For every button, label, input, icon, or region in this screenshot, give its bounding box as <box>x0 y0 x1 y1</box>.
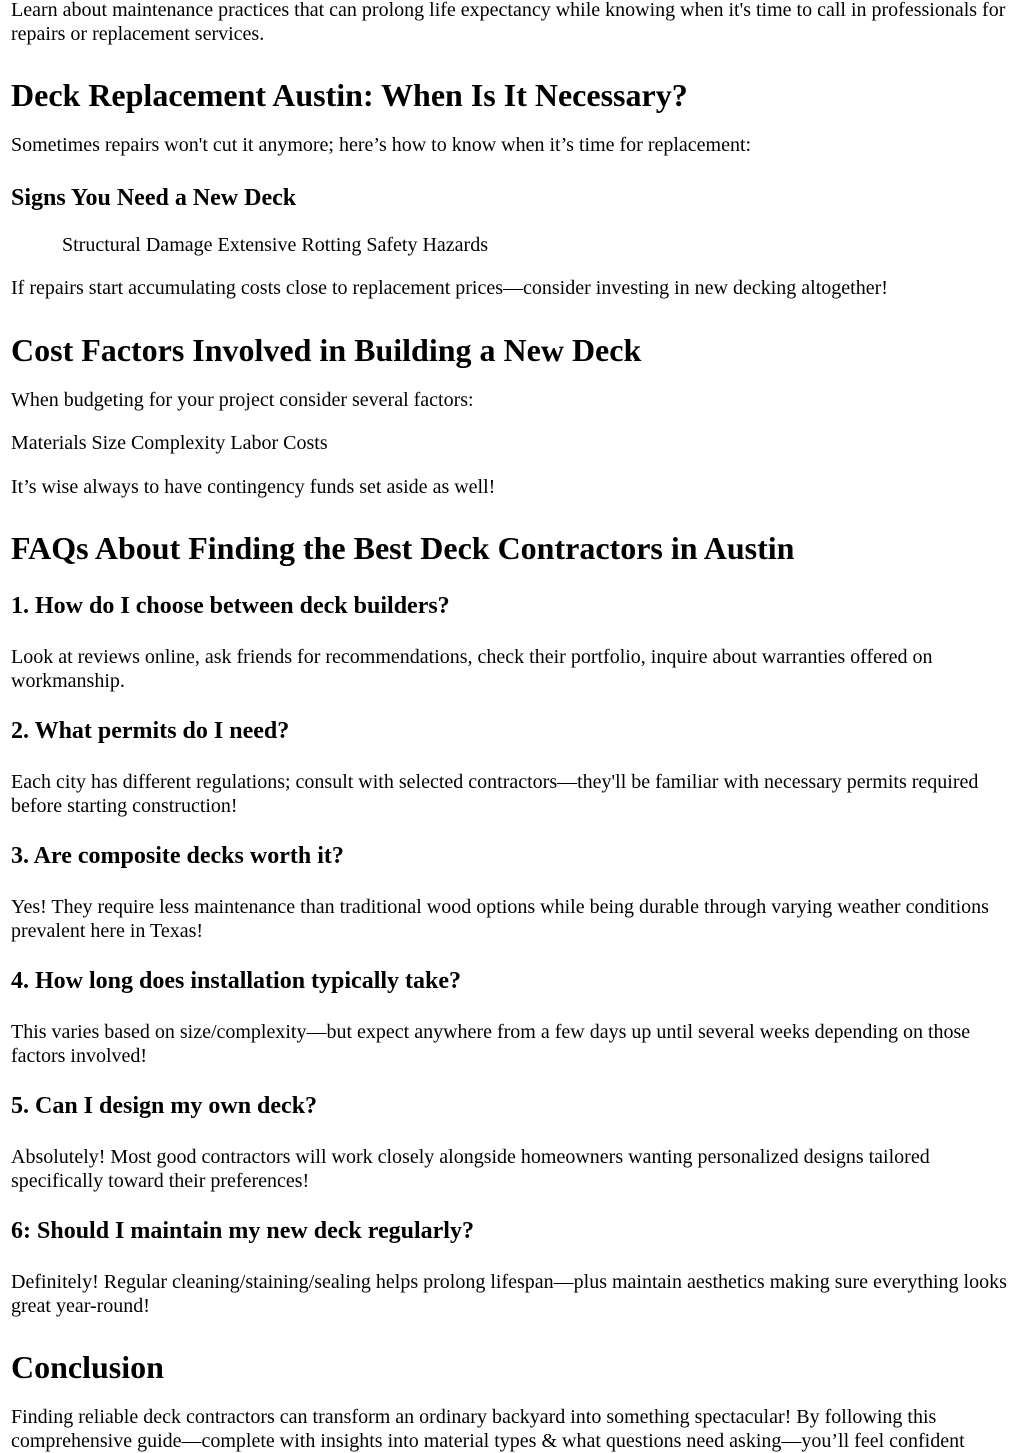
faq-answer: Each city has different regulations; consult with selected contractors—they'll be familiar with necessary permits required before starting construction! <box>11 771 979 817</box>
faq-answer: This varies based on size/complexity—but expect anywhere from a few days up until several weeks depending on those factors involved! <box>11 1021 971 1067</box>
cost-heading: Cost Factors Involved in Building a New Deck <box>11 331 642 368</box>
factor-item: Labor Costs <box>230 432 328 454</box>
replacement-note: If repairs start accumulating costs close to replacement prices—consider investing in new decking altogether! <box>11 277 888 299</box>
factor-item: Size <box>91 432 126 454</box>
factor-item: Materials <box>11 432 87 454</box>
faq-question: 6: Should I maintain my new deck regularly? <box>11 1218 474 1244</box>
sign-item: Extensive Rotting <box>217 233 362 256</box>
sign-item: Structural Damage <box>62 233 213 256</box>
intro-paragraph: Learn about maintenance practices that can prolong life expectancy while knowing when it's time to call in professionals for repairs or replacement services. <box>11 0 1006 45</box>
faq-answer: Yes! They require less maintenance than traditional wood options while being durable through varying weather conditions prevalent here in Texas! <box>11 896 989 942</box>
faq-question: 2. What permits do I need? <box>11 718 290 744</box>
faq-answer: Absolutely! Most good contractors will work closely alongside homeowners wanting personalized designs tailored specifically toward their preferences! <box>11 1146 930 1192</box>
faq-question: 5. Can I design my own deck? <box>11 1093 318 1119</box>
cost-intro: When budgeting for your project consider several factors: <box>11 388 474 411</box>
faq-answer: Look at reviews online, ask friends for recommendations, check their portfolio, inquire about warranties offered on workmanship. <box>11 646 933 692</box>
signs-heading: Signs You Need a New Deck <box>11 184 297 211</box>
replacement-heading: Deck Replacement Austin: When Is It Necessary? <box>11 77 688 113</box>
faq-answer: Definitely! Regular cleaning/staining/sealing helps prolong lifespan—plus maintain aesthetics making sure everything looks great year-round! <box>11 1271 1007 1317</box>
signs-list <box>11 234 1015 258</box>
cost-note: It’s wise always to have contingency funds set aside as well! <box>11 475 496 498</box>
faq-question: 1. How do I choose between deck builders? <box>11 593 450 619</box>
faqs-heading: FAQs About Finding the Best Deck Contractors in Austin <box>11 530 795 566</box>
conclusion-paragraph: Finding reliable deck contractors can transform an ordinary backyard into something spectacular! By following this comprehensive guide—complete with insights into material types & what questions need asking—you’ll feel confident <box>11 1406 965 1452</box>
cost-factors-list <box>11 432 1015 456</box>
article-content <box>11 0 1015 1453</box>
replacement-intro: Sometimes repairs won't cut it anymore; here’s how to know when it’s time for replacement: <box>11 134 752 156</box>
faq-question: 3. Are composite decks worth it? <box>11 843 344 869</box>
conclusion-heading: Conclusion <box>11 1349 164 1385</box>
sign-item: Safety Hazards <box>366 233 489 256</box>
faq-question: 4. How long does installation typically take? <box>11 968 462 994</box>
factor-item: Complexity <box>130 432 226 454</box>
